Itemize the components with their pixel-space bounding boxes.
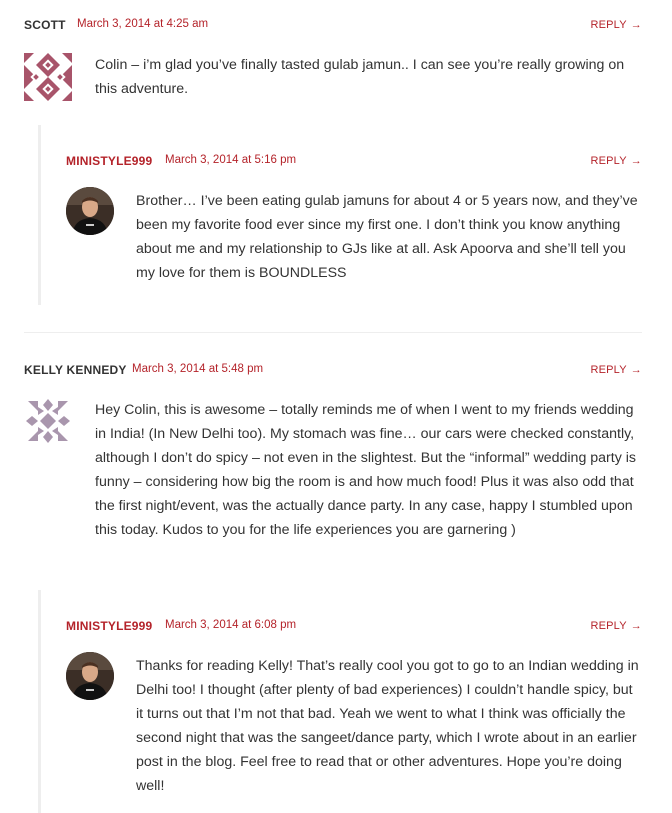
identicon-flower-icon[interactable] xyxy=(24,397,72,445)
identicon-diamond-icon[interactable] xyxy=(24,53,72,101)
arrow-right-icon: → xyxy=(630,364,642,376)
arrow-right-icon: → xyxy=(630,19,642,31)
reply-button[interactable]: REPLY → xyxy=(590,620,642,632)
comment-date-link[interactable]: March 3, 2014 at 4:25 am xyxy=(77,18,209,30)
comment-author[interactable]: SCOTT xyxy=(24,18,66,32)
profile-photo-icon[interactable] xyxy=(66,652,114,700)
profile-photo-icon[interactable] xyxy=(66,187,114,235)
comment-date-link[interactable]: March 3, 2014 at 6:08 pm xyxy=(165,619,297,631)
comment-text: Thanks for reading Kelly! That’s really cool you got to go to an Indian wedding in Delhi too! I thought (after plenty of bad experiences) I couldn’t handle spicy, but it turns out that I’m not that bad. Yeah we went to what I think was officially the second night that was the sangeet/dance party, which I wrote about in an earlier post in the blog. Feel free to read that or other adventures. Hope you’re doing well! xyxy=(136,658,639,794)
thread-indent-line xyxy=(38,590,41,813)
comment-text: Brother… I’ve been eating gulab jamuns for about 4 or 5 years now, and they’ve been my favorite food ever since my first one. I don’t think you know anything about me and my relationship to GJs like at all. Ask Apoorva and she’ll tell you my love for them is BOUNDLESS xyxy=(136,193,638,281)
comment-date-link[interactable]: March 3, 2014 at 5:16 pm xyxy=(165,154,297,166)
comment-author[interactable]: MINISTYLE999 xyxy=(66,619,153,633)
arrow-right-icon: → xyxy=(630,620,642,632)
reply-button[interactable]: REPLY → xyxy=(590,155,642,167)
reply-button[interactable]: REPLY → xyxy=(590,364,642,376)
comment-author[interactable]: MINISTYLE999 xyxy=(66,154,153,168)
comment-divider xyxy=(24,332,642,333)
comment-text: Hey Colin, this is awesome – totally reminds me of when I went to my friends wedding in India! (In New Delhi too). My stomach was fine… our cars were checked constantly, although I don’t do spicy – not even in the slightest. But the “informal” wedding party is funny – considering how big the room is and how much food! Plus it was also odd that the first night/event, was the actually dance party. In any case, happy I stumbled upon this today. Kudos to you for the life experiences you are garnering ) xyxy=(95,402,637,538)
comment-author[interactable]: KELLY KENNEDY xyxy=(24,363,127,377)
comment-text: Colin – i’m glad you’ve finally tasted gulab jamun.. I can see you’re really growing on this adventure. xyxy=(95,57,625,97)
arrow-right-icon: → xyxy=(630,155,642,167)
reply-button[interactable]: REPLY → xyxy=(590,19,642,31)
comment-date-link[interactable]: March 3, 2014 at 5:48 pm xyxy=(132,363,264,375)
thread-indent-line xyxy=(38,125,41,305)
